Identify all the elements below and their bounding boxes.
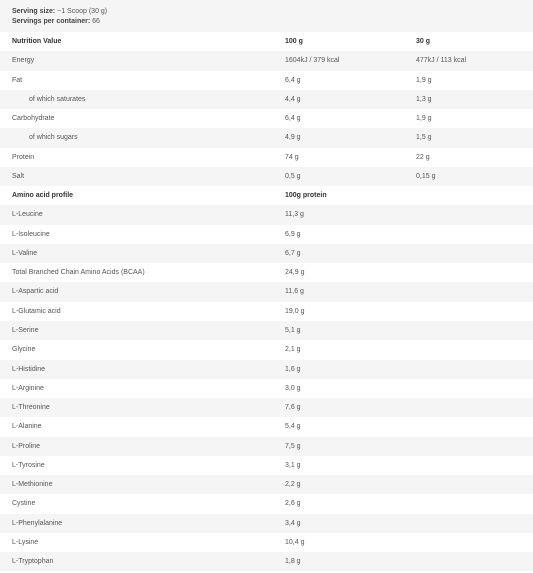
amino-row-name: L-Lysine xyxy=(12,538,39,546)
nutrition-row-salt xyxy=(0,167,533,186)
nutrition-row-30g: 1,5 g xyxy=(416,134,432,142)
nutrition-row-name: of which sugars xyxy=(29,134,78,142)
amino-row-value: 11,6 g xyxy=(285,288,304,296)
nutrition-header-30g: 30 g xyxy=(416,38,431,45)
nutrition-row-name: of which saturates xyxy=(29,95,86,103)
amino-row-value: 2,2 g xyxy=(285,481,301,489)
amino-row xyxy=(0,282,533,301)
nutrition-row-carbohydrate xyxy=(0,109,533,128)
amino-row xyxy=(0,398,533,417)
amino-row-name: L-Leucine xyxy=(12,211,43,219)
amino-acid-table xyxy=(0,186,533,571)
nutrition-row-protein xyxy=(0,148,533,167)
amino-row-value: 11,3 g xyxy=(285,211,304,219)
amino-row xyxy=(0,340,533,359)
amino-row-name: L-Serine xyxy=(12,326,39,334)
amino-row-name: L-Tryptophan xyxy=(12,558,54,566)
amino-row xyxy=(0,360,533,379)
nutrition-table xyxy=(0,32,533,186)
amino-row-value: 5,1 g xyxy=(285,326,301,334)
amino-row-name: L-Proline xyxy=(12,442,41,450)
nutrition-row-100g: 74 g xyxy=(285,153,299,161)
amino-row-name: L-Histidine xyxy=(12,365,46,373)
nutrition-row-30g: 1,9 g xyxy=(416,76,432,84)
amino-row xyxy=(0,417,533,436)
amino-row-value: 19,0 g xyxy=(285,307,305,315)
servings-per-container-label: Servings per container: xyxy=(12,18,91,25)
amino-row-name: Total Branched Chain Amino Acids (BCAA) xyxy=(12,269,145,277)
amino-row xyxy=(0,475,533,494)
amino-header-value: 100g protein xyxy=(285,192,327,200)
amino-row xyxy=(0,244,533,263)
servings-per-container xyxy=(12,17,533,27)
nutrition-row-100g: 4,4 g xyxy=(285,95,301,103)
amino-row xyxy=(0,494,533,513)
nutrition-header-100g: 100 g xyxy=(285,38,303,45)
amino-row-name: L-Aspartic acid xyxy=(12,288,59,296)
amino-row-name: L-Valine xyxy=(12,249,38,257)
amino-row-value: 6,9 g xyxy=(285,230,301,238)
amino-row-name: L-Glutamic acid xyxy=(12,307,61,315)
nutrition-row-30g: 1,3 g xyxy=(416,95,432,103)
amino-row-value: 1,6 g xyxy=(285,365,301,373)
amino-row xyxy=(0,263,533,282)
amino-header-row xyxy=(0,186,533,205)
nutrition-row-fat xyxy=(0,71,533,90)
amino-row xyxy=(0,456,533,475)
serving-size-label: Serving size: xyxy=(12,8,56,15)
amino-row xyxy=(0,302,533,321)
nutrition-header-label: Nutrition Value xyxy=(12,38,62,45)
amino-header-label: Amino acid profile xyxy=(12,192,74,200)
nutrition-header-row xyxy=(0,32,533,51)
amino-row-name: L-Threonine xyxy=(12,404,50,412)
nutrition-row-name: Protein xyxy=(12,153,35,161)
amino-row xyxy=(0,552,533,571)
amino-row-value: 7,5 g xyxy=(285,442,301,450)
amino-row-name: L-Alanine xyxy=(12,423,42,431)
servings-per-container-value: 66 xyxy=(90,18,100,25)
nutrition-row-name: Energy xyxy=(12,57,35,65)
amino-row-name: L-Isoleucine xyxy=(12,230,50,238)
amino-row-value: 3,0 g xyxy=(285,384,301,392)
nutrition-row-30g: 1,9 g xyxy=(416,115,432,123)
amino-row-name: Cystine xyxy=(12,500,36,508)
nutrition-row-100g: 6,4 g xyxy=(285,115,301,123)
amino-row xyxy=(0,225,533,244)
amino-row-name: L-Arginine xyxy=(12,384,44,392)
amino-row-value: 2,6 g xyxy=(285,500,301,508)
nutrition-row-sugars xyxy=(0,128,533,147)
amino-row-value: 3,1 g xyxy=(285,461,301,469)
amino-row xyxy=(0,379,533,398)
serving-info xyxy=(0,0,533,32)
amino-row-value: 5,4 g xyxy=(285,423,301,431)
amino-row-value: 10,4 g xyxy=(285,538,305,546)
amino-row-name: L-Phenylalanine xyxy=(12,519,63,527)
amino-row-value: 3,4 g xyxy=(285,519,301,527)
nutrition-row-name: Carbohydrate xyxy=(12,115,55,123)
amino-row xyxy=(0,205,533,224)
amino-row xyxy=(0,437,533,456)
nutrition-row-saturates xyxy=(0,90,533,109)
amino-row-name: Glycine xyxy=(12,346,36,354)
amino-row-name: L-Tyrosine xyxy=(12,461,45,469)
nutrition-row-100g: 0,5 g xyxy=(285,172,301,180)
nutrition-row-name: Fat xyxy=(12,76,23,84)
nutrition-row-30g: 477kJ / 113 kcal xyxy=(416,57,467,65)
amino-row xyxy=(0,514,533,533)
nutrition-row-100g: 6,4 g xyxy=(285,76,301,84)
nutrition-row-30g: 22 g xyxy=(416,153,430,161)
nutrition-row-name: Salt xyxy=(12,172,25,180)
nutrition-row-30g: 0,15 g xyxy=(416,172,436,180)
amino-row-value: 2,1 g xyxy=(285,346,301,354)
nutrition-row-energy xyxy=(0,51,533,70)
amino-row-name: L-Methionine xyxy=(12,481,53,489)
nutrition-row-100g: 4,9 g xyxy=(285,134,301,142)
amino-row-value: 24,9 g xyxy=(285,269,305,277)
serving-size-value: ~1 Scoop (30 g) xyxy=(55,8,108,15)
nutrition-row-100g: 1604kJ / 379 kcal xyxy=(285,57,340,65)
serving-size xyxy=(12,7,533,17)
amino-row-value: 7,6 g xyxy=(285,404,301,412)
amino-row xyxy=(0,321,533,340)
amino-row xyxy=(0,533,533,552)
amino-row-value: 1,8 g xyxy=(285,558,301,566)
amino-row-value: 6,7 g xyxy=(285,249,301,257)
